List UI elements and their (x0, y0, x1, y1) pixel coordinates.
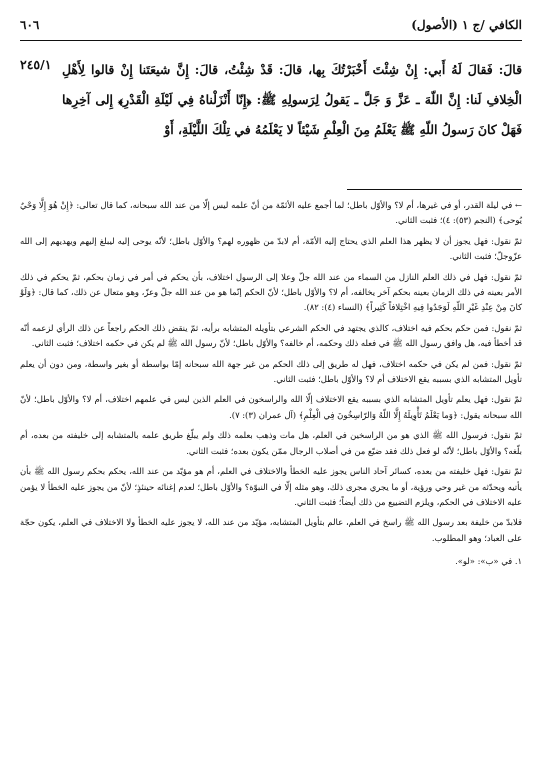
header-rule (20, 40, 522, 41)
footnote: ١. في «ب»: «لو». (455, 556, 522, 567)
footnote-divider (347, 189, 522, 190)
commentary-paragraph: ثمّ نقول: فهل يجوز أن لا يظهر هذا العلم الذي يحتاج إليه الأمّة، أم لابدّ من ظهوره لهم؟ والأوّل باطل؛ لأنّه يوحى إليه ليبلغ إليهم ويهديهم إلى الله عزّوجلّ؛ فثبت الثاني. (20, 235, 522, 262)
commentary-paragraph: ثمّ نقول: فهل خليفته من بعده، كسائر آحاد الناس يجوز عليه الخطأ والاختلاف في العلم، أم هو مؤيّد من عند الله، يحكم بحكم رسول الله ﷺ بأن يأتيه ويحدّثه من غير وحي ورؤية، أو ما يجري مجرى ذلك، وهو مثله إلّا في النبوّة؟ والأوّل باطل؛ لعدم إغنائه حينئذٍ؛ لأنّ من يجوز عليه الخطأ لا يؤمن عليه الاختلاف في الحكم، ويلزم التضييع من ذلك أيضاً؛ فثبت الثاني. (20, 466, 522, 507)
commentary-paragraph: ← في ليلة القدر، أو في غيرها، أم لا؟ والأوّل باطل؛ لما أجمع عليه الأئمّة من أنّ علمه ليس إلّا من عند الله سبحانه، كما قال تعالى: ﴿إِنْ هُوَ إِلَّا وَحْيٌ يُوحى﴾ (النجم (٥٣): ٤)؛ فثبت الثاني. (20, 200, 522, 226)
page-number: ٦٠٦ (20, 18, 40, 32)
hadith-text: قالَ: فَقالَ لَهُ أَبي: إِنْ شِئْتَ أَخْبَرْتُكَ بِها، قالَ: قَدْ شِئْتُ، قالَ: إِنَّ شيعَتَنا إِنْ قالوا لِأَهْلِ الْخِلافِ لَنا: إِنَّ اللّهَ ـ عَزَّ وَ جَلَّ ـ يَقولُ لِرَسولِهِ ﷺ: ﴿إِنّا أَنْزَلْناهُ فِي لَيْلَةِ الْقَدْرِ﴾ إِلى آخِرِها فَهَلْ كانَ رَسولُ اللّهِ ﷺ يَعْلَمُ مِنَ الْعِلْمِ شَيْئاً لا يَعْلَمُهُ في تِلْكَ اللَّيْلَةِ، أَوْ (62, 62, 522, 137)
hadith-number: ٢٤٥/١ (20, 57, 52, 72)
book-title: الكافي /ج ١ (الأصول) (411, 18, 522, 32)
commentary-paragraph: ثمّ نقول: فهل يعلم تأويل المتشابه الذي بسببه يقع الاختلاف إلّا الله والراسخون في العلم الذين ليس في علمهم اختلاف، أم لا؟ والأوّل باطل؛ لأنّ الله سبحانه يقول: ﴿وَما يَعْلَمُ تَأْوِيلَهُ إِلَّا اللّهُ وَالرّاسِخُونَ فِي الْعِلْمِ﴾ (آل عمران (٣): ٧). (20, 394, 522, 420)
commentary-paragraph: ثمّ نقول: فمن لم يكن في حكمه اختلاف، فهل له طريق إلى ذلك الحكم من غير جهة الله سبحانه إمّا بواسطة أو بغير واسطة، ومن دون أن يعلم تأويل المتشابه الذي بسببه يقع الاختلاف أم لا؟ والأوّل باطل؛ فثبت الثاني. (20, 358, 522, 385)
commentary (20, 198, 522, 570)
commentary-paragraph: فلابدّ من خليفة بعد رسول الله ﷺ راسخ في العلم، عالم بتأويل المتشابه، مؤيّد من عند الله، لا يجوز عليه الخطأ ولا الاختلاف في العلم، يكون حجّة على العباد؛ وهو المطلوب. (20, 517, 522, 543)
running-head (20, 14, 522, 36)
commentary-paragraph: ثمّ نقول: فرسول الله ﷺ الذي هو من الراسخين في العلم، هل مات وذهب بعلمه ذلك ولم يبلّغ طريق علمه بالمتشابه إلى خليفته من بعده، أم بلّغه؟ والأوّل باطل؛ لأنّه لو فعل ذلك فقد ضيّع من في أصلاب الرجال ممّن يكون بعده؛ فثبت الثاني. (20, 430, 522, 456)
commentary-paragraph: ثمّ نقول: فمن حكم بحكم فيه اختلاف، كالذي يجتهد في الحكم الشرعي بتأويله المتشابه برأيه، ثمّ ينقض ذلك الحكم راجعاً عن ذلك الرأي لزعمه أنّه قد أخطأ فيه، هل وافق رسول الله ﷺ في فعله ذلك وحكمه، أم خالفه؟ والأوّل باطل؛ لأنّ رسول الله ﷺ لم يكن في حكمه اختلاف؛ فثبت الثاني. (20, 322, 522, 349)
main-text-block (20, 55, 522, 145)
commentary-paragraph: ثمّ نقول: فهل في ذلك العلم النازل من السماء من عند الله جلّ وعلا إلى الرسول اختلاف، بأن يحكم في أمر في زمان بحكم، ثمّ يحكم في ذلك الأمر بعينه في ذلك الزمان بعينه بحكم آخر يخالفه، أم لا؟ والأوّل باطل؛ لأنّ الحكم إنّما هو من عند الله جلّ وعزّ، وهو متعال عن ذلك، كما قال: ﴿وَلَوْ كانَ مِنْ عِنْدِ غَيْرِ اللّهِ لَوَجَدُوا فِيهِ اخْتِلافاً كَثِيراً﴾ (النساء (٤): ٨٢). (20, 271, 522, 313)
